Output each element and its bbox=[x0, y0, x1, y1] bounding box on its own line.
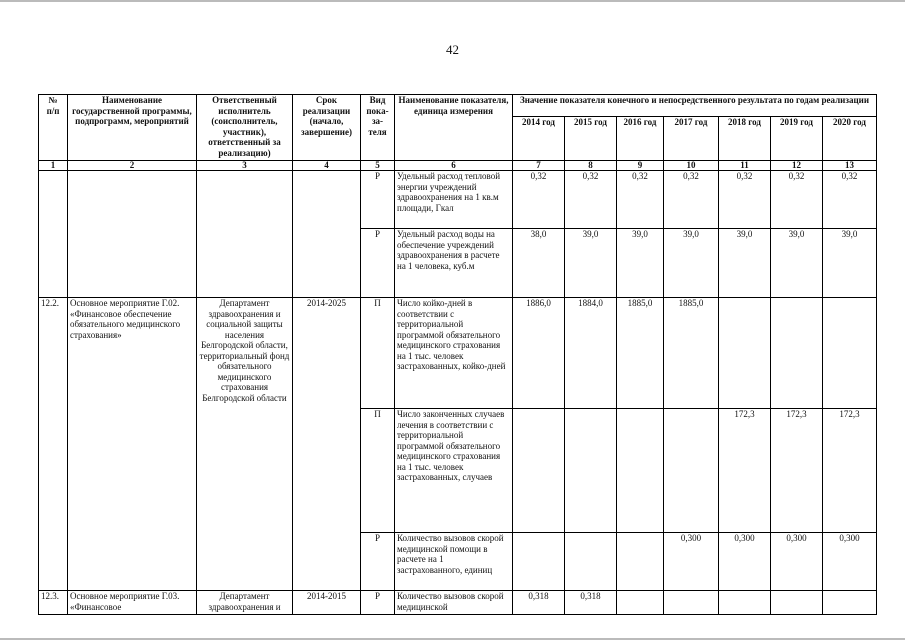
indicator-value: 1885,0 bbox=[664, 298, 719, 409]
header-indicator-type: Вид пока-за-теля bbox=[361, 95, 395, 161]
term: 2014-2015 bbox=[293, 591, 361, 615]
indicator-value bbox=[617, 533, 664, 591]
indicator-name: Количество вызовов скорой медицинской bbox=[395, 591, 513, 615]
indicator-value bbox=[565, 533, 617, 591]
indicator-value: 172,3 bbox=[823, 409, 877, 533]
indicator-value: 0,32 bbox=[771, 171, 823, 229]
row-number: 12.3. bbox=[39, 591, 68, 615]
executor-name: Департамент здравоохранения и социальной защиты населения Белгородской области, территориальный фонд обязательного медицинского страхования Белгородской области bbox=[197, 298, 293, 591]
indicator-value bbox=[771, 298, 823, 409]
indicator-value: 39,0 bbox=[719, 229, 771, 298]
indicator-name: Число койко-дней в соответствии с территориальной программой обязательного медицинского страхования на 1 тыс. человек застрахованных, койко-дней bbox=[395, 298, 513, 409]
indicator-value: 0,300 bbox=[664, 533, 719, 591]
column-number: 3 bbox=[197, 161, 293, 171]
indicator-value: 39,0 bbox=[565, 229, 617, 298]
indicator-value: 0,318 bbox=[513, 591, 565, 615]
header-year: 2016 год bbox=[617, 117, 664, 161]
column-number-row bbox=[39, 161, 877, 171]
indicator-value bbox=[565, 409, 617, 533]
indicator-value: 1884,0 bbox=[565, 298, 617, 409]
header-no: № п/п bbox=[39, 95, 68, 161]
column-number: 2 bbox=[68, 161, 197, 171]
indicator-value bbox=[513, 409, 565, 533]
term: 2014-2025 bbox=[293, 298, 361, 591]
header-year: 2019 год bbox=[771, 117, 823, 161]
indicator-value bbox=[617, 591, 664, 615]
indicator-value bbox=[771, 591, 823, 615]
indicator-value: 39,0 bbox=[617, 229, 664, 298]
column-number: 12 bbox=[771, 161, 823, 171]
indicator-value: 0,300 bbox=[823, 533, 877, 591]
header-executor: Ответственный исполнитель (соисполнитель, участник), ответственный за реализацию) bbox=[197, 95, 293, 161]
indicator-value: 0,32 bbox=[513, 171, 565, 229]
indicator-value bbox=[823, 591, 877, 615]
indicator-value: 1885,0 bbox=[617, 298, 664, 409]
indicator-value: 0,300 bbox=[719, 533, 771, 591]
indicator-value bbox=[823, 298, 877, 409]
indicator-value: 172,3 bbox=[719, 409, 771, 533]
table-row bbox=[39, 298, 877, 409]
program-name: Основное мероприятие Г.03. «Финансовое bbox=[68, 591, 197, 615]
indicator-value: 0,32 bbox=[664, 171, 719, 229]
indicator-value bbox=[513, 533, 565, 591]
header-year: 2018 год bbox=[719, 117, 771, 161]
indicator-name: Число законченных случаев лечения в соответствии с территориальной программой обязательного медицинского страхования на 1 тыс. человек застрахованных, случаев bbox=[395, 409, 513, 533]
header-year: 2015 год bbox=[565, 117, 617, 161]
indicator-value: 38,0 bbox=[513, 229, 565, 298]
indicator-value bbox=[617, 409, 664, 533]
indicator-value bbox=[664, 591, 719, 615]
column-number: 5 bbox=[361, 161, 395, 171]
indicator-value: 39,0 bbox=[771, 229, 823, 298]
row-number: 12.2. bbox=[39, 298, 68, 591]
indicator-value bbox=[664, 409, 719, 533]
indicator-name: Удельный расход воды на обеспечение учреждений здравоохранения в расчете на 1 человека, куб.м bbox=[395, 229, 513, 298]
header-year: 2020 год bbox=[823, 117, 877, 161]
indicator-value: 0,300 bbox=[771, 533, 823, 591]
column-number: 11 bbox=[719, 161, 771, 171]
indicator-type: Р bbox=[361, 229, 395, 298]
empty-cell bbox=[68, 171, 197, 298]
table-row bbox=[39, 171, 877, 229]
header-program-name: Наименование государственной программы, подпрограмм, мероприятий bbox=[68, 95, 197, 161]
column-number: 8 bbox=[565, 161, 617, 171]
program-name: Основное мероприятие Г.02. «Финансовое обеспечение обязательного медицинского страхования» bbox=[68, 298, 197, 591]
indicator-name: Количество вызовов скорой медицинской помощи в расчете на 1 застрахованного, единиц bbox=[395, 533, 513, 591]
indicator-value: 1886,0 bbox=[513, 298, 565, 409]
header-term: Срок реализации (начало, завершение) bbox=[293, 95, 361, 161]
column-number: 13 bbox=[823, 161, 877, 171]
column-number: 9 bbox=[617, 161, 664, 171]
column-number: 6 bbox=[395, 161, 513, 171]
indicator-value: 39,0 bbox=[664, 229, 719, 298]
column-number: 1 bbox=[39, 161, 68, 171]
indicator-type: Р bbox=[361, 591, 395, 615]
indicator-value: 0,32 bbox=[565, 171, 617, 229]
indicator-type: Р bbox=[361, 171, 395, 229]
header-indicator-name: Наименование показателя, единица измерения bbox=[395, 95, 513, 161]
executor-name: Департамент здравоохранения и bbox=[197, 591, 293, 615]
empty-cell bbox=[197, 171, 293, 298]
indicator-table bbox=[38, 94, 877, 615]
indicator-name: Удельный расход тепловой энергии учреждений здравоохранения на 1 кв.м площади, Гкал bbox=[395, 171, 513, 229]
indicator-value bbox=[719, 591, 771, 615]
empty-cell bbox=[39, 171, 68, 298]
indicator-value: 0,318 bbox=[565, 591, 617, 615]
indicator-value: 0,32 bbox=[719, 171, 771, 229]
indicator-type: Р bbox=[361, 533, 395, 591]
top-scan-rule bbox=[0, 0, 905, 2]
column-number: 4 bbox=[293, 161, 361, 171]
indicator-value: 0,32 bbox=[823, 171, 877, 229]
indicator-value bbox=[719, 298, 771, 409]
indicator-type: П bbox=[361, 409, 395, 533]
indicator-value: 0,32 bbox=[617, 171, 664, 229]
indicator-value: 39,0 bbox=[823, 229, 877, 298]
table-row bbox=[39, 591, 877, 615]
column-number: 7 bbox=[513, 161, 565, 171]
header-year: 2014 год bbox=[513, 117, 565, 161]
column-number: 10 bbox=[664, 161, 719, 171]
empty-cell bbox=[293, 171, 361, 298]
header-values-group: Значение показателя конечного и непосредственного результата по годам реализации bbox=[513, 95, 877, 117]
page-number: 42 bbox=[446, 42, 459, 57]
indicator-value: 172,3 bbox=[771, 409, 823, 533]
header-year: 2017 год bbox=[664, 117, 719, 161]
indicator-type: П bbox=[361, 298, 395, 409]
